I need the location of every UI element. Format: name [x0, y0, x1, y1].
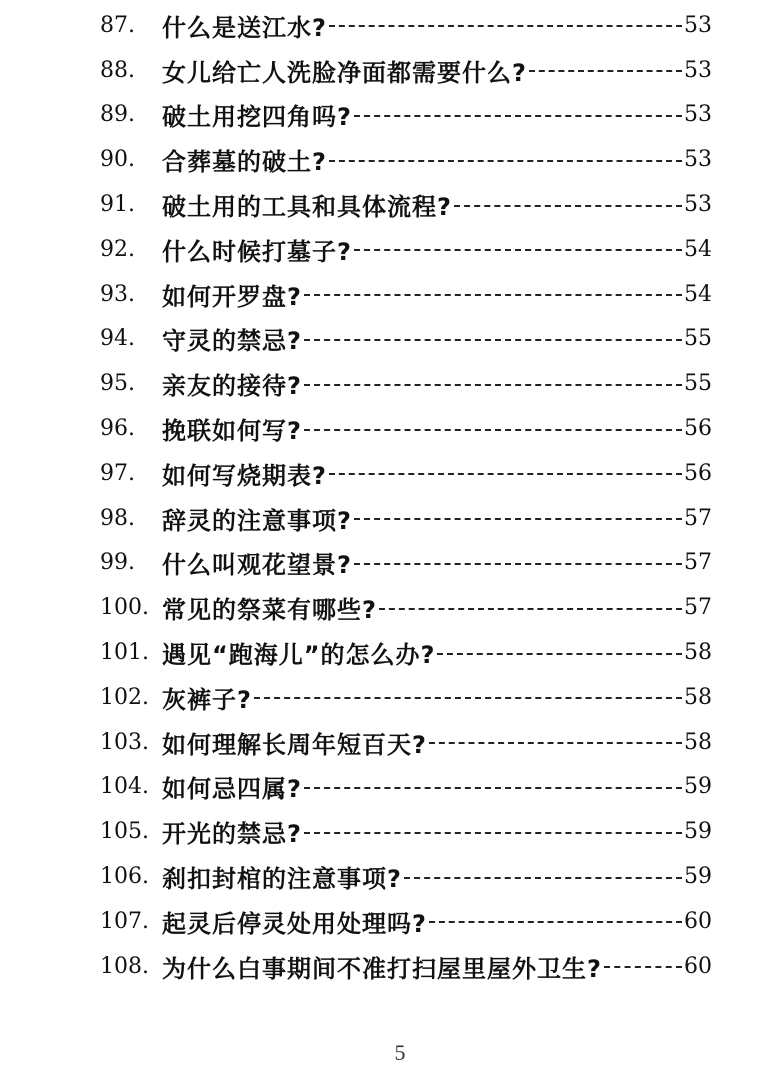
toc-entry-title: 如何理解长周年短百天? — [162, 730, 427, 759]
toc-entry[interactable] — [100, 765, 712, 810]
toc-entry-title: 如何写烧期表? — [162, 461, 327, 490]
toc-entry-number: 94. — [100, 326, 135, 352]
toc-entry[interactable] — [100, 809, 712, 854]
toc-entry[interactable] — [100, 585, 712, 630]
toc-leader-line — [354, 518, 682, 520]
toc-entry-number: 90. — [100, 147, 135, 173]
toc-entry-page: 58 — [684, 640, 712, 666]
toc-entry-number: 104. — [100, 774, 149, 800]
toc-entry-title: 如何开罗盘? — [162, 282, 302, 311]
toc-entry-page: 59 — [684, 864, 712, 890]
toc-leader-line — [437, 653, 682, 655]
toc-entry-page: 53 — [684, 12, 712, 38]
toc-entry-page: 59 — [684, 774, 712, 800]
toc-entry-number: 92. — [100, 236, 135, 262]
toc-leader-line — [604, 966, 682, 968]
toc-entry-page: 56 — [684, 460, 712, 486]
toc-entry-page: 54 — [684, 236, 712, 262]
toc-leader-line — [429, 742, 682, 744]
toc-entry[interactable] — [100, 630, 712, 675]
toc-entry-title: 合葬墓的破土? — [162, 148, 327, 177]
toc-entry-page: 57 — [684, 505, 712, 531]
toc-entry-title: 女儿给亡人洗脸净面都需要什么? — [162, 58, 527, 87]
toc-leader-line — [304, 384, 682, 386]
toc-leader-line — [304, 832, 682, 834]
toc-leader-line — [429, 921, 682, 923]
toc-entry-page: 56 — [684, 416, 712, 442]
toc-entry-number: 99. — [100, 550, 135, 576]
page-number: 5 — [394, 1040, 406, 1065]
toc-entry-title: 如何忌四属? — [162, 775, 302, 804]
toc-entry-page: 57 — [684, 595, 712, 621]
toc-entry-title: 起灵后停灵处用处理吗? — [162, 909, 427, 938]
toc-entry-page: 55 — [684, 371, 712, 397]
toc-entry-title: 破土用挖四角吗? — [162, 103, 352, 132]
toc-entry[interactable] — [100, 3, 712, 48]
toc-entry[interactable] — [100, 272, 712, 317]
table-of-contents — [100, 3, 712, 989]
toc-entry-number: 89. — [100, 102, 135, 128]
toc-entry-number: 87. — [100, 12, 135, 38]
toc-leader-line — [404, 877, 682, 879]
toc-entry-title: 刹扣封棺的注意事项? — [162, 865, 402, 894]
toc-leader-line — [354, 249, 682, 251]
toc-leader-line — [254, 697, 682, 699]
toc-entry-number: 91. — [100, 192, 135, 218]
toc-entry-number: 101. — [100, 640, 149, 666]
toc-entry-page: 58 — [684, 684, 712, 710]
toc-leader-line — [529, 70, 682, 72]
toc-leader-line — [329, 473, 682, 475]
toc-leader-line — [304, 787, 682, 789]
toc-entry-title: 遇见“跑海儿”的怎么办? — [162, 641, 436, 670]
toc-leader-line — [329, 160, 682, 162]
toc-entry-page: 55 — [684, 326, 712, 352]
toc-entry-title: 守灵的禁忌? — [162, 327, 302, 356]
toc-entry[interactable] — [100, 496, 712, 541]
toc-entry[interactable] — [100, 137, 712, 182]
toc-entry-number: 93. — [100, 281, 135, 307]
toc-entry[interactable] — [100, 361, 712, 406]
toc-entry-title: 什么叫观花望景? — [162, 551, 352, 580]
toc-entry-number: 88. — [100, 57, 135, 83]
toc-leader-line — [304, 294, 682, 296]
toc-entry-page: 58 — [684, 729, 712, 755]
toc-entry-title: 辞灵的注意事项? — [162, 506, 352, 535]
toc-entry-page: 53 — [684, 192, 712, 218]
toc-entry-number: 102. — [100, 684, 149, 710]
toc-entry-number: 98. — [100, 505, 135, 531]
toc-entry[interactable] — [100, 406, 712, 451]
toc-entry[interactable] — [100, 451, 712, 496]
toc-entry[interactable] — [100, 854, 712, 899]
toc-leader-line — [354, 563, 682, 565]
toc-entry-title: 挽联如何写? — [162, 417, 302, 446]
toc-entry-title: 破土用的工具和具体流程? — [162, 193, 452, 222]
toc-entry[interactable] — [100, 227, 712, 272]
toc-entry-title: 开光的禁忌? — [162, 820, 302, 849]
toc-entry-page: 53 — [684, 147, 712, 173]
toc-entry[interactable] — [100, 541, 712, 586]
toc-entry-title: 亲友的接待? — [162, 372, 302, 401]
toc-leader-line — [379, 608, 682, 610]
toc-entry[interactable] — [100, 93, 712, 138]
toc-leader-line — [354, 115, 682, 117]
toc-entry-title: 什么是送江水? — [162, 13, 327, 42]
toc-entry-page: 57 — [684, 550, 712, 576]
toc-entry-page: 60 — [684, 953, 712, 979]
toc-leader-line — [304, 339, 682, 341]
toc-leader-line — [454, 205, 682, 207]
toc-entry[interactable] — [100, 899, 712, 944]
toc-leader-line — [304, 429, 682, 431]
toc-entry-title: 常见的祭菜有哪些? — [162, 596, 377, 625]
toc-entry-page: 59 — [684, 819, 712, 845]
toc-entry[interactable] — [100, 944, 712, 989]
toc-entry-number: 95. — [100, 371, 135, 397]
toc-entry-page: 53 — [684, 57, 712, 83]
toc-entry-number: 105. — [100, 819, 149, 845]
toc-entry-number: 100. — [100, 595, 149, 621]
toc-leader-line — [329, 25, 682, 27]
toc-entry-number: 107. — [100, 908, 149, 934]
toc-entry[interactable] — [100, 317, 712, 362]
toc-entry-number: 106. — [100, 864, 149, 890]
toc-entry-number: 108. — [100, 953, 149, 979]
toc-entry-number: 103. — [100, 729, 149, 755]
toc-entry-page: 54 — [684, 281, 712, 307]
toc-entry-number: 96. — [100, 416, 135, 442]
toc-entry[interactable] — [100, 720, 712, 765]
toc-entry[interactable] — [100, 48, 712, 93]
toc-entry-page: 60 — [684, 908, 712, 934]
toc-entry-title: 灰裤子? — [162, 685, 252, 714]
toc-entry-title: 什么时候打墓子? — [162, 237, 352, 266]
toc-entry[interactable] — [100, 675, 712, 720]
toc-entry[interactable] — [100, 182, 712, 227]
toc-entry-page: 53 — [684, 102, 712, 128]
toc-entry-title: 为什么白事期间不准打扫屋里屋外卫生? — [162, 954, 602, 983]
toc-entry-number: 97. — [100, 460, 135, 486]
